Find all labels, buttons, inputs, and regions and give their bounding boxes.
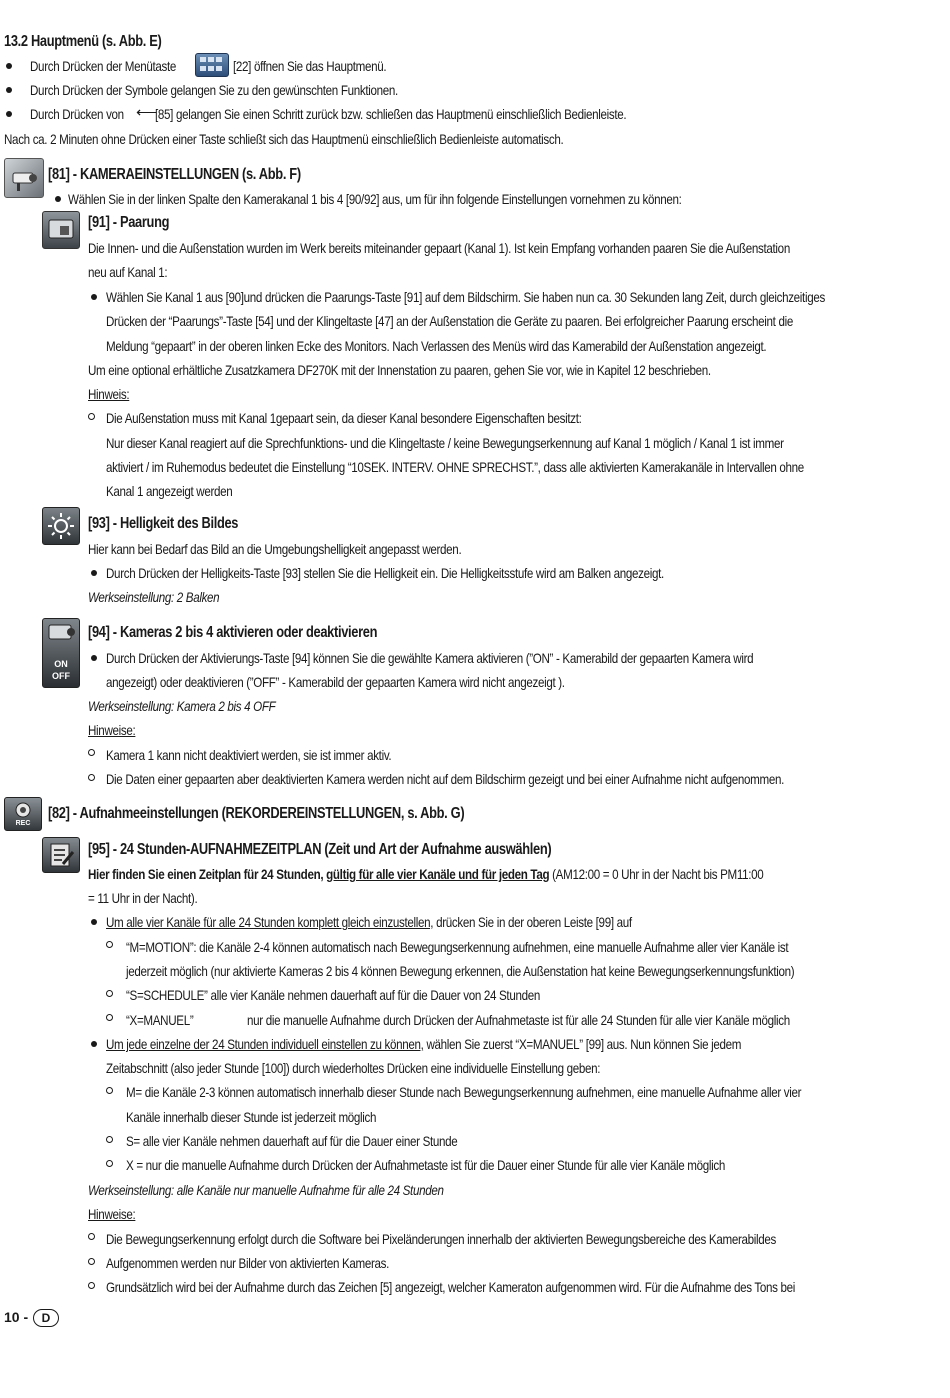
extra-camera-para: Um eine optional erhältliche Zusatzkamera DF270K mit der Innenstation zu paaren, gehen Sie vor, wie in Kapitel 12 beschrieben. [88, 362, 711, 378]
sun-shape [43, 508, 79, 544]
schedule-para-bold: Hier finden Sie einen Zeitplan für 24 Stunden, [88, 866, 327, 882]
camera-toggle-bullet-line2: angezeigt) oder deaktivieren (”OFF” - Kamerabild der gepaarten Kamera wird nicht angezeigt ). [106, 674, 565, 690]
individual-rest: wählen Sie zuerst “X=MANUEL” [99] aus. Nun können Sie jedem [423, 1036, 742, 1052]
circle-bullet [88, 413, 95, 420]
camera-shape [5, 159, 43, 197]
pairing-note-line3: aktiviert / im Ruhemodus bedeutet die Einstellung “10SEK. INTERV. OHNE SPRECHST.”, dass alle aktivierten Kamerakanäle in Intervallen ohne [106, 459, 804, 475]
circle-bullet [106, 941, 113, 948]
schedule-default: Werkseinstellung: alle Kanäle nur manuelle Aufnahme für alle 24 Stunden [88, 1182, 444, 1198]
pairing-bullet-line3: Meldung “gepaart” in der oberen linken Ecke des Monitors. Nach Verlassen des Menüs wird das Kamerabild der Außenstation angezeigt. [106, 338, 767, 354]
motion-line2: jederzeit möglich (nur aktivierte Kameras 2 bis 4 können Bewegung erkennen, die Außenstation hat keine Bewegungserkennungsfunktion) [126, 963, 795, 979]
bullet-dot [6, 63, 12, 69]
all-channels-bullet [106, 910, 632, 934]
pairing-note-line1: Die Außenstation muss mit Kanal 1gepaart sein, da dieser Kanal besondere Eigenschaften besitzt: [106, 410, 582, 426]
schedule-shape [43, 838, 79, 872]
hour-motion-line1: M= die Kanäle 2-3 können automatisch innerhalb dieser Stunde nach Bewegungserkennung aufnehmen, eine manuelle Aufnahme aller vier [126, 1084, 802, 1100]
individual-bullet-line2: Zeitabschnitt (also jeder Stunde [100]) durch wiederholtes Drücken eine individuelle Einstellung geben: [106, 1060, 601, 1076]
circle-bullet [88, 1258, 95, 1265]
circle-bullet [88, 1282, 95, 1289]
pairing-note-line2: Nur dieser Kanal reagiert auf die Sprechfunktions- und die Klingeltaste / keine Bewegungserkennung auf Kanal 1 möglich / Kanal 1 ist immer [106, 435, 784, 451]
bullet-dot [91, 1041, 97, 1047]
menu-bullet-post: [22] öffnen Sie das Hauptmenü. [233, 58, 387, 74]
pairing-bullet-line2: Drücken der “Paarungs”-Taste [54] und der Klingeltaste [47] an der Außenstation die Geräte zu paaren. Bei erfolgreicher Paarung erscheint die [106, 313, 793, 329]
on-label: ON [54, 659, 68, 669]
schedule-hinweise-label: Hinweise: [88, 1206, 136, 1222]
page-number: 10 - [4, 1309, 29, 1325]
camera-toggle-shape [43, 619, 79, 653]
pairing-para-line2: neu auf Kanal 1: [88, 264, 168, 280]
camera-toggle-heading: [94] - Kameras 2 bis 4 aktivieren oder deaktivieren [88, 624, 378, 641]
camera-settings-icon [4, 158, 44, 198]
schedule-note3: Grundsätzlich wird bei der Aufnahme durch das Zeichen [5] angezeigt, welcher Kameraton aufgenommen wird. Für die Aufnahme des Tons bei [106, 1279, 796, 1295]
schedule-para-line2: = 11 Uhr in der Nacht). [88, 890, 198, 906]
symbols-bullet: Durch Drücken der Symbole gelangen Sie zu den gewünschten Funktionen. [30, 82, 398, 98]
hinweis-label: Hinweis: [88, 386, 130, 402]
recorder-shape [5, 798, 41, 820]
camera-toggle-note1: Kamera 1 kann nicht deaktiviert werden, sie ist immer aktiv. [106, 747, 392, 763]
hinweise-label: Hinweise: [88, 722, 136, 738]
menu-grid-icon [195, 53, 229, 77]
schedule-para-underline: gültig für alle vier Kanäle und für jeden Tag [326, 866, 550, 882]
individual-bullet-line1 [106, 1032, 741, 1056]
all-channels-underline: Um alle vier Kanäle für alle 24 Stunden komplett gleich einzustellen, [106, 914, 434, 930]
camera-toggle-icon [42, 618, 80, 688]
pairing-note-line4: Kanal 1 angezeigt werden [106, 483, 233, 499]
pairing-bullet-line1: Wählen Sie Kanal 1 aus [90]und drücken die Paarungs-Taste [91] auf dem Bildschirm. Sie haben nun ca. 30 Sekunden lang Zeit, durch gleichzeitiges [106, 289, 825, 305]
schedule-para-line1 [88, 862, 763, 886]
circle-bullet [88, 774, 95, 781]
back-bullet-post: [85] gelangen Sie einen Schritt zurück bzw. schließen das Hauptmenü einschließlich Bedienleiste. [155, 106, 627, 122]
schedule-para-rest: (AM12:00 = 0 Uhr in der Nacht bis PM11:00 [549, 866, 764, 882]
schedule-note2: Aufgenommen werden nur Bilder von aktivierten Kameras. [106, 1255, 390, 1271]
auto-close-note: Nach ca. 2 Minuten ohne Drücken einer Taste schließt sich das Hauptmenü einschließlich Bedienleiste automatisch. [4, 131, 564, 147]
brightness-icon [42, 507, 80, 545]
bullet-dot [91, 919, 97, 925]
circle-bullet [106, 1087, 113, 1094]
pairing-para-line1: Die Innen- und die Außenstation wurden im Werk bereits miteinander gepaart (Kanal 1). Ist kein Empfang vorhanden paaren Sie die Außenstation [88, 240, 790, 256]
all-channels-rest: drücken Sie in der oberen Leiste [99] auf [433, 914, 632, 930]
hour-schedule: S= alle vier Kanäle nehmen dauerhaft auf für die Dauer einer Stunde [126, 1133, 458, 1149]
back-bullet-pre: Durch Drücken von [30, 106, 124, 122]
circle-bullet [88, 749, 95, 756]
pairing-icon [42, 211, 80, 249]
bullet-dot [91, 570, 97, 576]
bullet-dot [6, 111, 12, 117]
circle-bullet [88, 1233, 95, 1240]
manuel-option-text: nur die manuelle Aufnahme durch Drücken der Aufnahmetaste ist für alle 24 Stunden für alle vier Kanäle möglich [247, 1012, 790, 1028]
camera-channel-bullet: Wählen Sie in der linken Spalte den Kamerakanal 1 bis 4 [90/92] aus, um für ihn folgende Einstellungen vornehmen zu können: [68, 191, 682, 207]
menu-bullet-pre: Durch Drücken der Menütaste [30, 58, 177, 74]
manuel-option-label: “X=MANUEL” [126, 1012, 194, 1028]
circle-bullet [106, 1136, 113, 1143]
brightness-bullet: Durch Drücken der Helligkeits-Taste [93] stellen Sie die Helligkeit ein. Die Helligkeitsstufe wird am Balken angezeigt. [106, 565, 664, 581]
schedule-note1: Die Bewegungserkennung erfolgt durch die Software bei Pixeländerungen innerhalb der aktivierten Bewegungsbereiche des Kamerabildes [106, 1231, 776, 1247]
hour-manuel: X = nur die manuelle Aufnahme durch Drücken der Aufnahmetaste ist für die Dauer einer Stunde für alle vier Kanäle möglich [126, 1157, 725, 1173]
pairing-heading: [91] - Paarung [88, 214, 170, 231]
camera-toggle-default: Werkseinstellung: Kamera 2 bis 4 OFF [88, 698, 276, 714]
circle-bullet [106, 1014, 113, 1021]
rec-label: REC [15, 820, 31, 827]
bullet-dot [91, 294, 97, 300]
brightness-heading: [93] - Helligkeit des Bildes [88, 515, 239, 532]
brightness-para: Hier kann bei Bedarf das Bild an die Umgebungshelligkeit angepasst werden. [88, 541, 462, 557]
pairing-shape [43, 212, 79, 248]
camera-toggle-note2: Die Daten einer gepaarten aber deaktivierten Kamera werden nicht auf dem Bildschirm gezeigt und bei einer Aufnahme nicht aufgenommen. [106, 771, 785, 787]
schedule-icon [42, 837, 80, 873]
section-heading: 13.2 Hauptmenü (s. Abb. E) [4, 33, 162, 50]
recorder-icon [4, 797, 42, 831]
individual-underline: Um jede einzelne der 24 Stunden individuell einstellen zu können, [106, 1036, 424, 1052]
schedule-heading: [95] - 24 Stunden-AUFNAHMEZEITPLAN (Zeit und Art der Aufnahme auswählen) [88, 841, 552, 858]
camera-settings-heading: [81] - KAMERAEINSTELLUNGEN (s. Abb. F) [48, 166, 301, 183]
language-badge: D [33, 1309, 59, 1327]
camera-toggle-bullet-line1: Durch Drücken der Aktivierungs-Taste [94] können Sie die gewählte Kamera aktivieren (”ON” - Kamerabild der gepaarten Kamera wird [106, 650, 754, 666]
bullet-dot [6, 87, 12, 93]
off-label: OFF [52, 671, 70, 681]
bullet-dot [55, 196, 61, 202]
hour-motion-line2: Kanäle innerhalb dieser Stunde ist jederzeit möglich [126, 1109, 377, 1125]
motion-line1: “M=MOTION”: die Kanäle 2-4 können automatisch nach Bewegungserkennung aufnehmen, eine manuelle Aufnahme aller vier Kanäle ist [126, 939, 789, 955]
recorder-heading: [82] - Aufnahmeeinstellungen (REKORDEREINSTELLUNGEN, s. Abb. G) [48, 805, 465, 822]
schedule-option: “S=SCHEDULE” alle vier Kanäle nehmen dauerhaft auf für die Dauer von 24 Stunden [126, 987, 540, 1003]
back-arrow-icon: ⟵ [136, 104, 158, 121]
circle-bullet [106, 990, 113, 997]
circle-bullet [106, 1160, 113, 1167]
brightness-default: Werkseinstellung: 2 Balken [88, 589, 220, 605]
bullet-dot [91, 655, 97, 661]
